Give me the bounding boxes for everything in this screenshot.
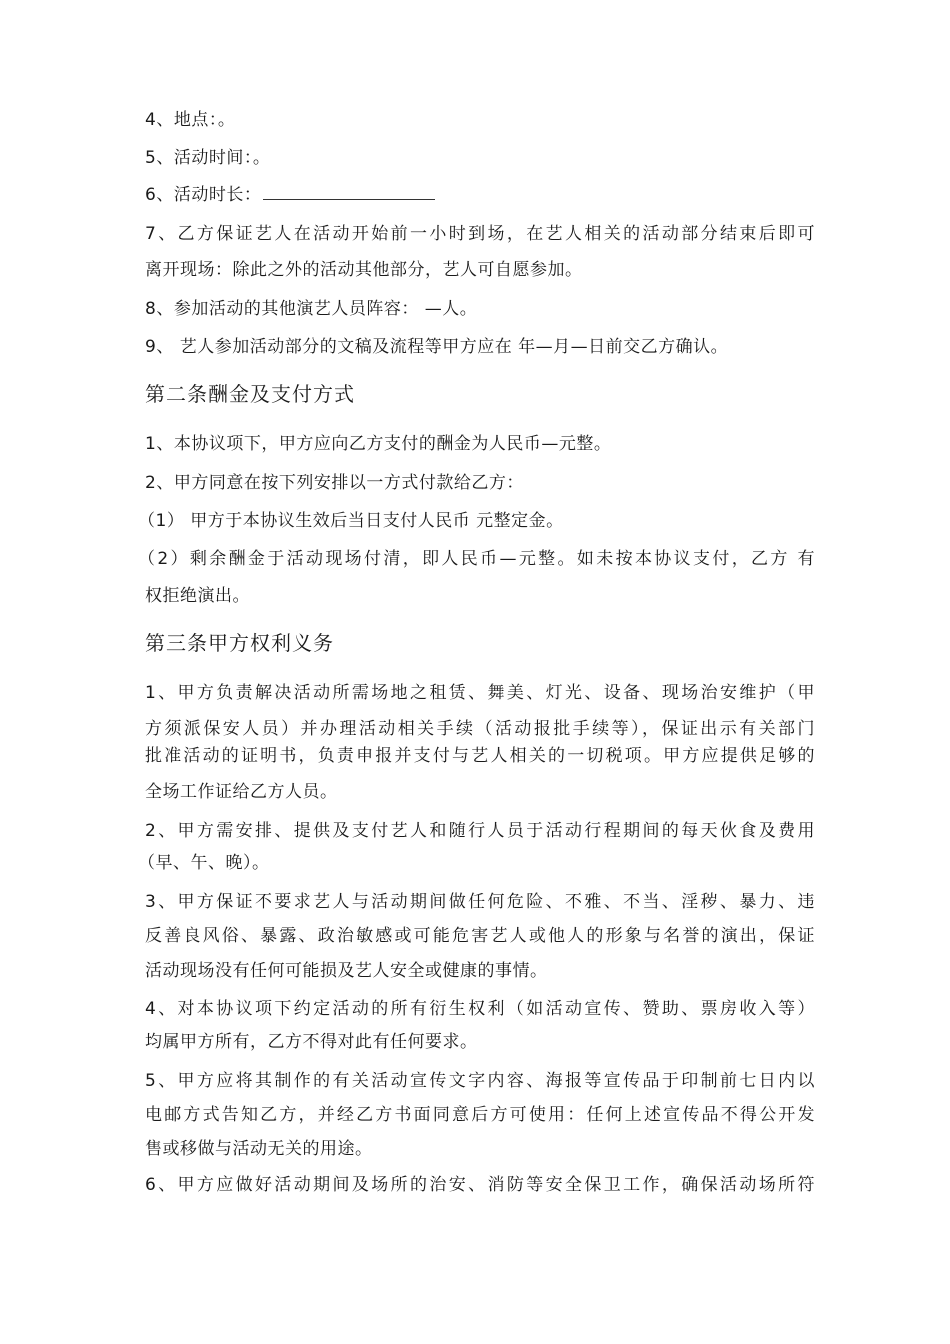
clause-3-item-1-line-4: 全场工作证给乙方人员。 [145,782,338,802]
duration-label: 6、活动时长： [145,185,262,205]
clause-3-item-1-line-2: 方须派保安人员）并办理活动相关手续（活动报批手续等），保证出示有关部门 [145,719,815,739]
clause-3-item-4-line-1: 4、对本协议项下约定活动的所有衍生权利（如活动宣传、赞助、票房收入等） [145,999,815,1019]
clause-1-item-5-activity-time: 5、活动时间：。 [145,148,271,168]
clause-3-item-5-line-3: 售或移做与活动无关的用途。 [145,1139,373,1159]
clause-1-item-7-line-2: 离开现场：除此之外的活动其他部分，艺人可自愿参加。 [145,260,583,280]
clause-3-item-3-line-3: 活动现场没有任何可能损及艺人安全或健康的事情。 [145,961,548,981]
clause-2-item-1-fee: 1、本协议项下，甲方应向乙方支付的酬金为人民币—元整。 [145,434,612,454]
clause-1-item-8-other-performers: 8、参加活动的其他演艺人员阵容： —人。 [145,299,478,319]
clause-2-sub-2-line-1: （2）剩余酬金于活动现场付清，即人民币—元整。如未按本协议支付，乙方 有 [138,549,815,569]
clause-3-item-5-line-1: 5、甲方应将其制作的有关活动宣传文字内容、海报等宣传品于印制前七日内以 [145,1071,815,1091]
duration-blank-underline [263,185,435,200]
clause-1-item-4-location: 4、地点：。 [145,110,236,130]
clause-3-item-2-line-2: （早、午、晚）。 [138,853,270,873]
clause-3-item-5-line-2: 电邮方式告知乙方，并经乙方书面同意后方可使用：任何上述宣传品不得公开发 [145,1105,815,1125]
clause-1-item-9-script-confirmation: 9、 艺人参加活动部分的文稿及流程等甲方应在 年—月—日前交乙方确认。 [145,337,729,357]
clause-1-item-7-line-1: 7、乙方保证艺人在活动开始前一小时到场，在艺人相关的活动部分结束后即可 [145,224,815,244]
clause-3-item-1-line-1: 1、甲方负责解决活动所需场地之租赁、舞美、灯光、设备、现场治安维护（甲 [145,683,815,703]
clause-2-sub-2-line-2: 权拒绝演出。 [145,586,250,606]
clause-3-item-1-line-3: 批准活动的证明书，负责申报并支付与艺人相关的一切税项。甲方应提供足够的 [145,746,815,766]
clause-3-item-3-line-2: 反善良风俗、暴露、政治敏感或可能危害艺人或他人的形象与名誉的演出，保证 [145,926,815,946]
clause-3-item-3-line-1: 3、甲方保证不要求艺人与活动期间做任何危险、不雅、不当、淫秽、暴力、违 [145,892,815,912]
clause-3-item-2-line-1: 2、甲方需安排、提供及支付艺人和随行人员于活动行程期间的每天伙食及费用 [145,821,815,841]
clause-3-item-4-line-2: 均属甲方所有，乙方不得对此有任何要求。 [145,1032,478,1052]
clause-2-item-2-payment-method: 2、甲方同意在按下列安排以一方式付款给乙方： [145,473,524,493]
clause-3-item-6-line-1: 6、甲方应做好活动期间及场所的治安、消防等安全保卫工作，确保活动场所符 [145,1175,815,1195]
section-heading-clause-3: 第三条甲方权利义务 [145,631,334,655]
clause-2-sub-1-deposit: （1） 甲方于本协议生效后当日支付人民币 元整定金。 [138,511,564,531]
section-heading-clause-2: 第二条酬金及支付方式 [145,382,355,406]
clause-1-item-6-activity-duration [145,184,435,206]
